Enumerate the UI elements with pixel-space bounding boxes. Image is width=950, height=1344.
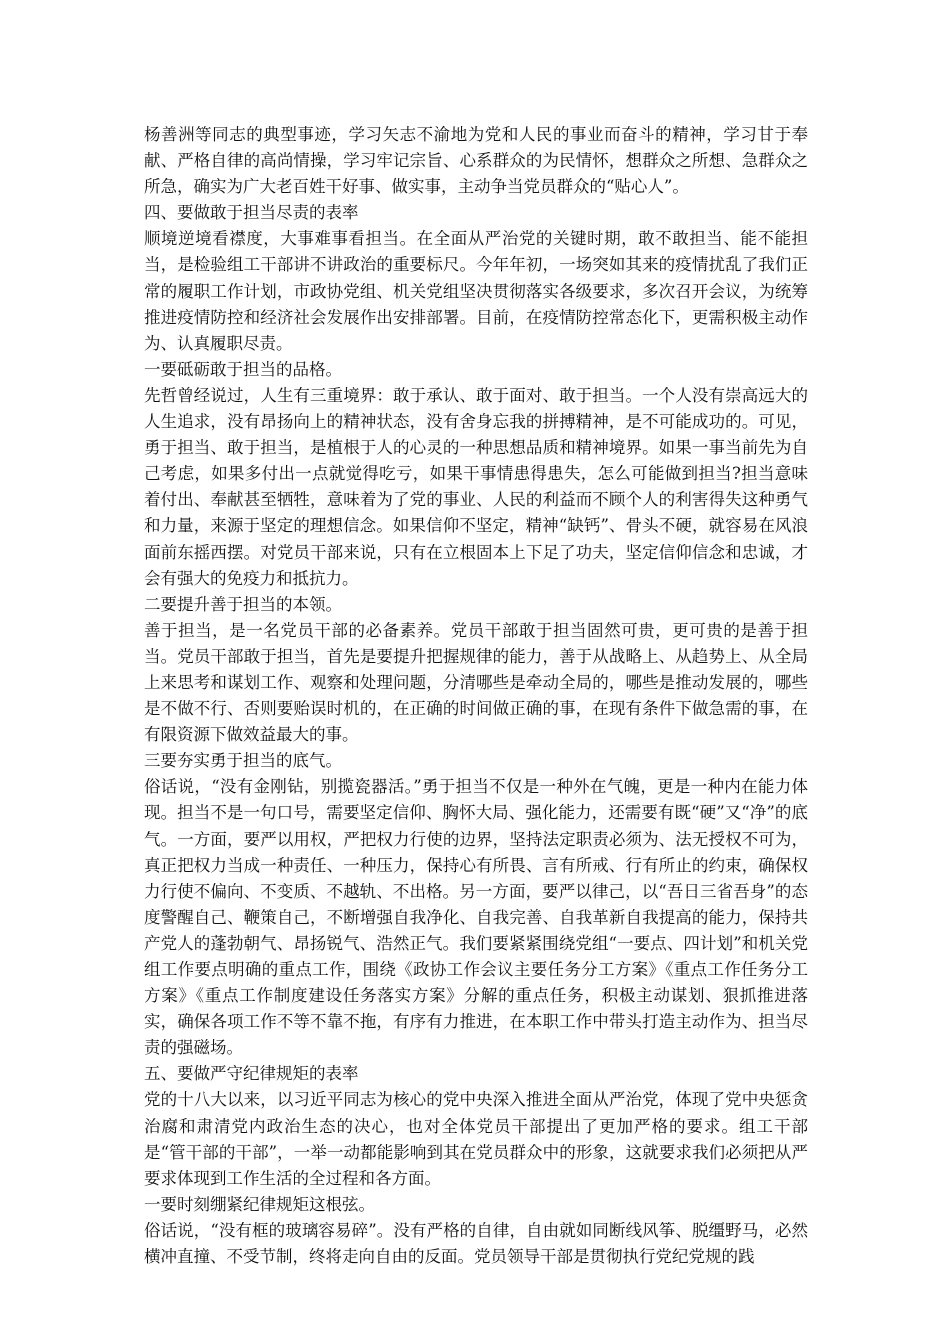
document-page [144,122,808,1270]
section-heading: 五、要做严守纪律规矩的表率 [144,1064,359,1084]
body-paragraph: 杨善洲等同志的典型事迹，学习矢志不渝地为党和人民的事业而奋斗的精神，学习甘于奉献、严格自律的高尚情操，学习牢记宗旨、心系群众的为民情怀，想群众之所想、急群众之所急，确实为广大老百姓干好事、做实事，主动争当党员群众的“贴心人”。 [144,125,808,197]
section-heading: 四、要做敢于担当尽责的表率 [144,203,359,223]
body-paragraph: 顺境逆境看襟度，大事难事看担当。在全面从严治党的关键时期，敢不敢担当、能不能担当，是检验组工干部讲不讲政治的重要标尺。今年年初，一场突如其来的疫情扰乱了我们正常的履职工作计划，市政协党组、机关党组坚决贯彻落实各级要求，多次召开会议，为统筹推进疫情防控和经济社会发展作出安排部署。目前，在疫情防控常态化下，更需积极主动作为、认真履职尽责。 [144,229,808,353]
body-paragraph: 俗话说，“没有金刚钻，别揽瓷器活。”勇于担当不仅是一种外在气魄，更是一种内在能力体现。担当不是一句口号，需要坚定信仰、胸怀大局、强化能力，还需要有既“硬”又“净”的底气。一方面，要严以用权，严把权力行使的边界，坚持法定职责必须为、法无授权不可为，真正把权力当成一种责任、一种压力，保持心有所畏、言有所戒、行有所止的约束，确保权力行使不偏向、不变质、不越轨、不出格。另一方面，要严以律己，以“吾日三省吾身”的态度警醒自己、鞭策自己，不断增强自我净化、自我完善、自我革新自我提高的能力，保持共产党人的蓬勃朝气、昂扬锐气、浩然正气。我们要紧紧围绕党组“一要点、四计划”和机关党组工作要点明确的重点工作，围绕《政协工作会议主要任务分工方案》《重点工作任务分工方案》《重点工作制度建设任务落实方案》分解的重点任务，积极主动谋划、狠抓推进落实，确保各项工作不等不靠不拖，有序有力推进，在本职工作中带头打造主动作为、担当尽责的强磁场。 [144,777,808,1058]
body-paragraph: 先哲曾经说过，人生有三重境界：敢于承认、敢于面对、敢于担当。一个人没有崇高远大的人生追求，没有昂扬向上的精神状态，没有舍身忘我的拼搏精神，是不可能成功的。可见，勇于担当、敢于担当，是植根于人的心灵的一种思想品质和精神境界。如果一事当前先为自己考虑，如果多付出一点就觉得吃亏，如果干事情患得患失，怎么可能做到担当?担当意味着付出、奉献甚至牺牲，意味着为了党的事业、人民的利益而不顾个人的利害得失这种勇气和力量，来源于坚定的理想信念。如果信仰不坚定，精神“缺钙”、骨头不硬，就容易在风浪面前东摇西摆。对党员干部来说，只有在立根固本上下足了功夫，坚定信仰信念和忠诚，才会有强大的免疫力和抵抗力。 [144,385,808,588]
sub-heading: 二要提升善于担当的本领。 [144,594,342,614]
sub-heading: 三要夯实勇于担当的底气。 [144,751,342,771]
sub-heading: 一要时刻绷紧纪律规矩这根弦。 [144,1194,375,1214]
body-paragraph: 善于担当，是一名党员干部的必备素养。党员干部敢于担当固然可贵，更可贵的是善于担当。党员干部敢于担当，首先是要提升把握规律的能力，善于从战略上、从趋势上、从全局上来思考和谋划工作、观察和处理问题，分清哪些是牵动全局的，哪些是推动发展的，哪些是不做不行、否则要贻误时机的，在正确的时间做正确的事，在现有条件下做急需的事，在有限资源下做效益最大的事。 [144,620,808,745]
sub-heading: 一要砥砺敢于担当的品格。 [144,359,342,379]
body-paragraph: 党的十八大以来，以习近平同志为核心的党中央深入推进全面从严治党，体现了党中央惩贪治腐和肃清党内政治生态的决心，也对全体党员干部提出了更加严格的要求。组工干部是“管干部的干部”，一举一动都能影响到其在党员群众中的形象，这就要求我们必须把从严要求体现到工作生活的全过程和各方面。 [144,1090,808,1188]
body-paragraph: 俗话说，“没有框的玻璃容易碎”。没有严格的自律，自由就如同断线风筝、脱缰野马，必然横冲直撞、不受节制，终将走向自由的反面。党员领导干部是贯彻执行党纪党规的践 [144,1220,808,1267]
